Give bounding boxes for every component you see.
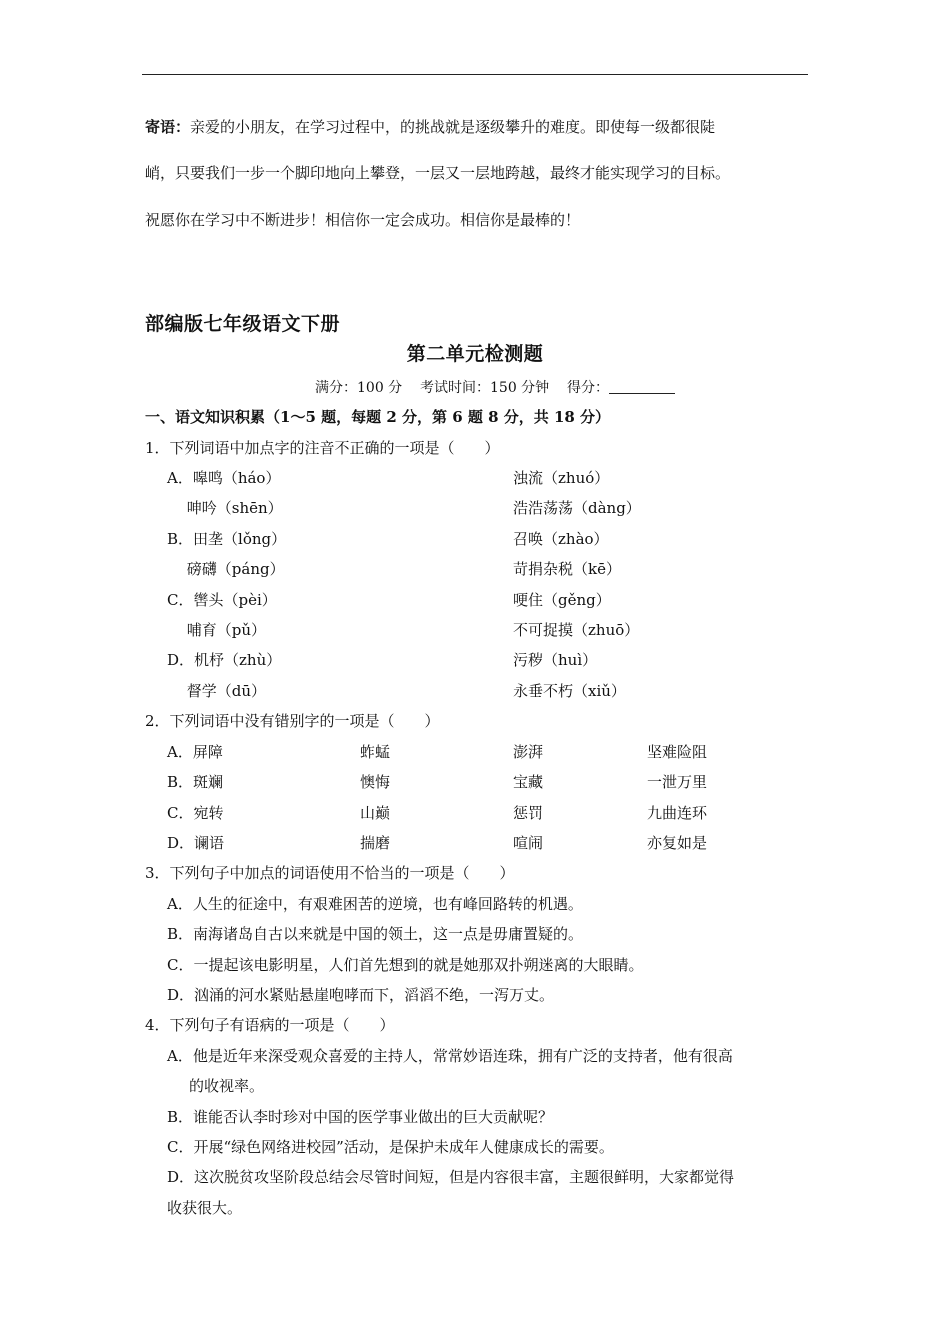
q2-a-word-4: 坚难险阻 xyxy=(647,743,708,761)
message-line-1 xyxy=(145,116,815,138)
q2-d-word-2: 揣磨 xyxy=(360,834,391,852)
q2-b-word-1: B．斑斓 xyxy=(167,773,224,791)
exam-time: 考试时间：150 分钟 xyxy=(420,380,550,396)
book-title: 部编版七年级语文下册 xyxy=(145,313,341,335)
q2-b-word-4: 一泄万里 xyxy=(647,773,708,791)
q1-row-4-right: 苛捐杂税（kē） xyxy=(513,560,621,578)
q3-option-d: D．汹涌的河水紧贴悬崖咆哮而下，滔滔不绝，一泻万丈。 xyxy=(167,986,555,1004)
q1-row-6-left: 哺育（pǔ） xyxy=(167,621,267,639)
q2-stem: 2．下列词语中没有错别字的一项是（ ） xyxy=(145,712,440,730)
q1-row-2-left: 呻吟（shēn） xyxy=(167,499,283,517)
q3-option-a: A．人生的征途中，有艰难困苦的逆境，也有峰回路转的机遇。 xyxy=(167,895,583,913)
score-line xyxy=(0,377,950,397)
full-score: 满分：100 分 xyxy=(315,380,403,396)
q2-d-word-1: D．谰语 xyxy=(167,834,225,852)
q4-stem: 4．下列句子有语病的一项是（ ） xyxy=(145,1016,395,1034)
q3-option-c: C．一提起该电影明星，人们首先想到的就是她那双扑朔迷离的大眼睛。 xyxy=(167,956,644,974)
score-label: 得分： xyxy=(566,380,609,396)
q2-d-word-4: 亦复如是 xyxy=(647,834,708,852)
section-1-title: 一、语文知识积累（1～5 题，每题 2 分，第 6 题 8 分，共 18 分） xyxy=(145,408,611,426)
q1-row-2-right: 浩浩荡荡（dàng） xyxy=(513,499,641,517)
q1-row-1-right: 浊流（zhuó） xyxy=(513,469,610,487)
q4-option-d-line-2: 收获很大。 xyxy=(167,1199,243,1217)
q1-row-1-left: A．嗥鸣（háo） xyxy=(167,469,281,487)
unit-title: 第二单元检测题 xyxy=(406,343,544,365)
message-line-3: 祝愿你在学习中不断进步！相信你一定会成功。相信你是最棒的！ xyxy=(145,211,581,229)
q2-a-word-1: A．屏障 xyxy=(167,743,223,761)
q1-row-6-right: 不可捉摸（zhuō） xyxy=(513,621,640,639)
q1-row-8-right: 永垂不朽（xiǔ） xyxy=(513,682,626,700)
q3-stem: 3．下列句子中加点的词语使用不恰当的一项是（ ） xyxy=(145,864,515,882)
q1-row-5-left: C．辔头（pèi） xyxy=(167,591,277,609)
q1-row-8-left: 督学（dū） xyxy=(167,682,267,700)
message-line-2: 峭，只要我们一步一个脚印地向上攀登，一层又一层地跨越，最终才能实现学习的目标。 xyxy=(145,164,731,182)
q2-c-word-2: 山巅 xyxy=(360,804,391,822)
q2-a-word-2: 蚱蜢 xyxy=(360,743,391,761)
q3-option-b: B．南海诸岛自古以来就是中国的领土，这一点是毋庸置疑的。 xyxy=(167,925,584,943)
q4-option-a-line-1: A．他是近年来深受观众喜爱的主持人，常常妙语连珠，拥有广泛的支持者，他有很高 xyxy=(167,1047,733,1065)
q1-row-3-right: 召唤（zhào） xyxy=(513,530,609,548)
q4-option-a-line-2: 的收视率。 xyxy=(189,1077,265,1095)
q2-d-word-3: 喧闹 xyxy=(513,834,544,852)
q1-row-4-left: 磅礴（páng） xyxy=(167,560,285,578)
score-blank[interactable] xyxy=(609,379,675,394)
q2-a-word-3: 澎湃 xyxy=(513,743,544,761)
q2-b-word-2: 懊悔 xyxy=(360,773,391,791)
q2-c-word-4: 九曲连环 xyxy=(647,804,708,822)
q1-row-7-left: D．机杼（zhù） xyxy=(167,651,282,669)
header-rule xyxy=(142,74,808,75)
q4-option-d-line-1: D．这次脱贫攻坚阶段总结会尽管时间短，但是内容很丰富，主题很鲜明，大家都觉得 xyxy=(167,1168,735,1186)
q1-row-3-left: B．田垄（lǒng） xyxy=(167,530,287,548)
q1-row-5-right: 哽住（gěng） xyxy=(513,591,611,609)
q2-c-word-1: C．宛转 xyxy=(167,804,224,822)
message-text-1: 亲爱的小朋友，在学习过程中，的挑战就是逐级攀升的难度。即使每一级都很陡 xyxy=(190,118,716,136)
q2-c-word-3: 惩罚 xyxy=(513,804,544,822)
q1-row-7-right: 污秽（huì） xyxy=(513,651,598,669)
q1-stem: 1．下列词语中加点字的注音不正确的一项是（ ） xyxy=(145,439,500,457)
q4-option-c: C．开展“绿色网络进校园”活动，是保护未成年人健康成长的需要。 xyxy=(167,1138,614,1156)
q2-b-word-3: 宝藏 xyxy=(513,773,544,791)
q4-option-b: B．谁能否认李时珍对中国的医学事业做出的巨大贡献呢？ xyxy=(167,1108,554,1126)
message-label: 寄语： xyxy=(145,118,191,136)
